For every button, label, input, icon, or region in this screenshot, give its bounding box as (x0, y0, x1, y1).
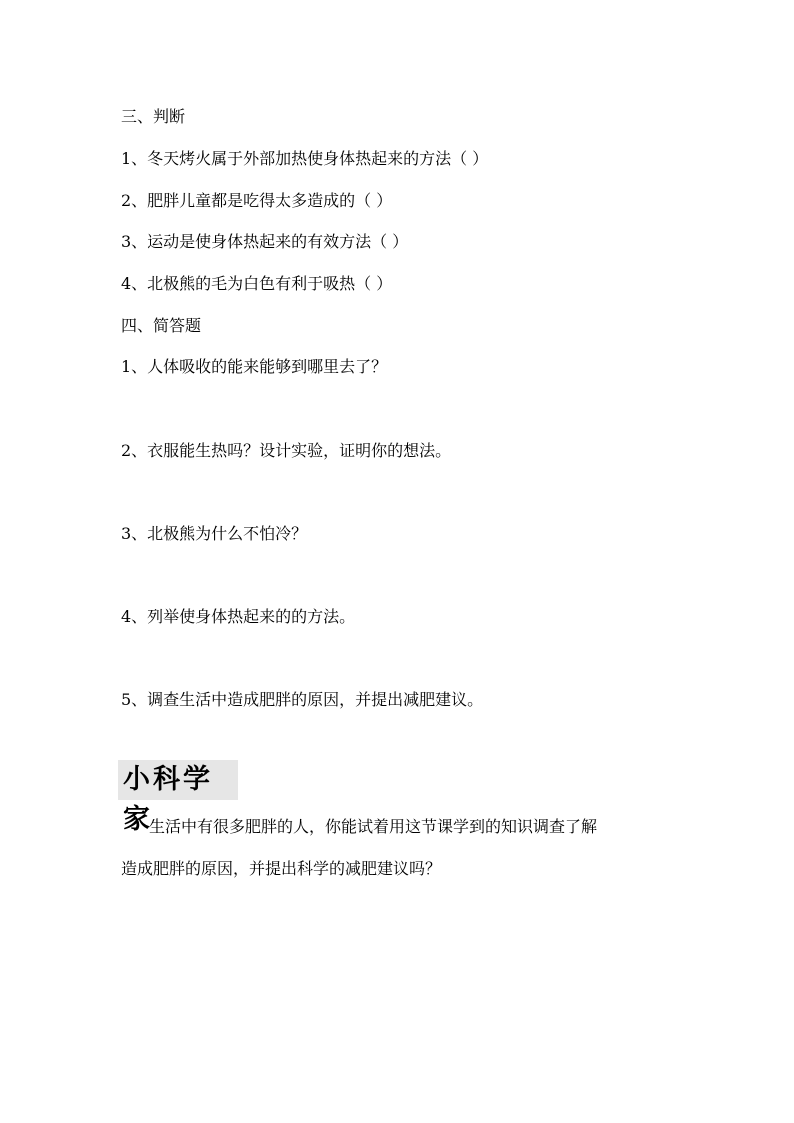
short-answer-item-3: 3、北极熊为什么不怕冷？ (121, 524, 308, 543)
judgment-item-3: 3、运动是使身体热起来的有效方法（ ） (121, 232, 409, 251)
short-answer-item-2: 2、衣服能生热吗？设计实验，证明你的想法。 (121, 441, 452, 460)
judgment-item-2: 2、肥胖儿童都是吃得太多造成的（ ） (121, 191, 393, 210)
short-answer-item-5: 5、调查生活中造成肥胖的原因，并提出减肥建议。 (121, 690, 484, 709)
scientist-paragraph-line-2: 造成肥胖的原因，并提出科学的减肥建议吗？ (121, 859, 442, 878)
judgment-item-4: 4、北极熊的毛为白色有利于吸热（ ） (121, 274, 393, 293)
section-4-heading: 四、简答题 (121, 316, 202, 335)
short-answer-item-1: 1、人体吸收的能来能够到哪里去了？ (121, 357, 388, 376)
scientist-paragraph-line-1: 生活中有很多肥胖的人，你能试着用这节课学到的知识调查了解 (149, 817, 598, 836)
short-answer-item-4: 4、列举使身体热起来的的方法。 (121, 607, 356, 626)
little-scientist-banner: 小科学家 (118, 760, 238, 800)
section-3-heading: 三、判断 (121, 107, 186, 126)
judgment-item-1: 1、冬天烤火属于外部加热使身体热起来的方法（ ） (121, 149, 489, 168)
